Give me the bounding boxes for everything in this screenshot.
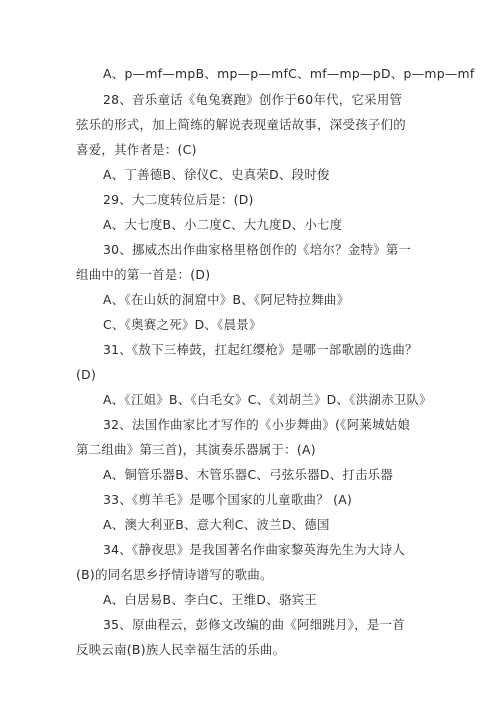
question-31-line-2: (D) [76, 367, 97, 382]
options-q34: A、白居易B、李白C、王维D、骆宾王 [103, 592, 318, 607]
question-32-line-2: 第二组曲》第三首)，其演奏乐器属于：(A) [76, 442, 316, 457]
question-29: 29、大二度转位后是：(D) [103, 192, 254, 207]
question-32-line-1: 32、法国作曲家比才写作的《小步舞曲》(《阿莱城姑娘 [103, 417, 411, 432]
options-q28: A、丁善德B、徐仪C、史真荣D、段时俊 [103, 167, 330, 182]
option-line-q27: A、p—mf—mpB、mp—p—mfC、mf—mp—pD、p—mp—mf [103, 66, 475, 81]
options-q32: A、铜管乐器B、木管乐器C、弓弦乐器D、打击乐器 [103, 467, 394, 482]
options-q29: A、大七度B、小二度C、大九度D、小七度 [103, 217, 343, 232]
question-31-line-1: 31、《敖下三棒鼓，扛起红缨枪》是哪一部歌剧的选曲？ [103, 342, 418, 357]
question-33: 33、《剪羊毛》是哪个国家的儿童歌曲？ (A) [103, 492, 353, 507]
question-35-line-2: 反映云南(B)族人民幸福生活的乐曲。 [76, 642, 286, 657]
question-30-line-2: 组曲中的第一首是：(D) [76, 267, 211, 282]
question-35-line-1: 35、原曲程云，彭修文改编的曲《阿细跳月》，是一首 [103, 617, 406, 632]
question-28-line-2: 弦乐的形式，加上简练的解说表现童话故事，深受孩子们的 [76, 117, 406, 132]
options-q30-line-1: A、《在山妖的洞窟中》B、《阿尼特拉舞曲》 [103, 292, 350, 307]
options-q33: A、澳大利亚B、意大利C、波兰D、德国 [103, 517, 330, 532]
options-q30-line-2: C、《奥赛之死》D、《晨景》 [103, 317, 262, 332]
question-34-line-2: (B)的同名思乡抒情诗谱写的歌曲。 [76, 567, 273, 582]
question-34-line-1: 34、《静夜思》是我国著名作曲家黎英海先生为大诗人 [103, 542, 406, 557]
options-q31: A、《江姐》B、《白毛女》C、《刘胡兰》D、《洪湖赤卫队》 [103, 392, 432, 407]
question-28-line-3: 喜爱，其作者是：(C) [76, 142, 197, 157]
question-28-line-1: 28、音乐童话《龟兔赛跑》创作于60年代，它采用管 [103, 92, 403, 107]
question-30-line-1: 30、挪威杰出作曲家格里格创作的《培尔？金特》第一 [103, 242, 412, 257]
